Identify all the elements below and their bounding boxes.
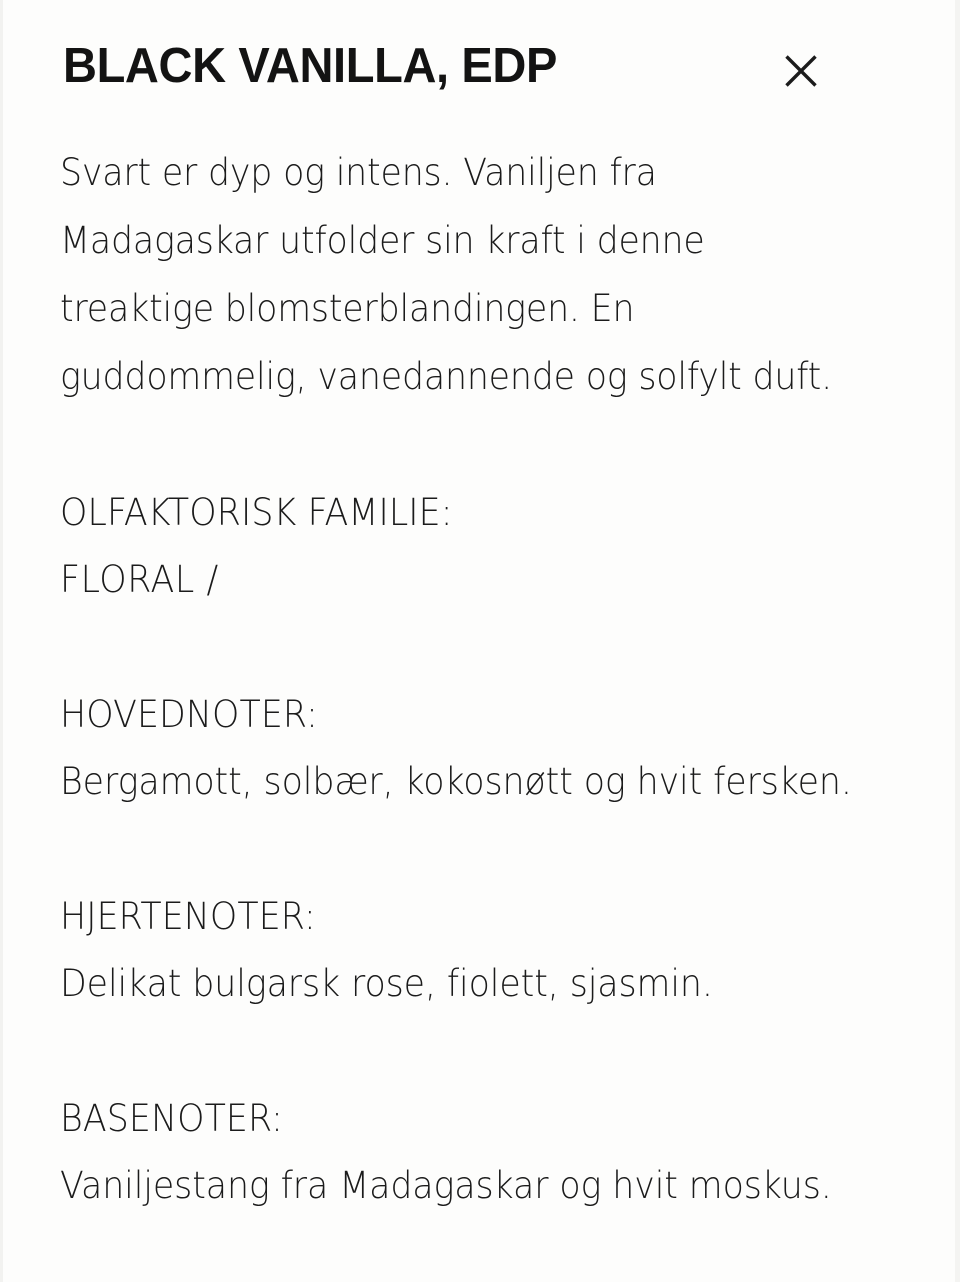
page-title: BLACK VANILLA, EDP bbox=[63, 39, 557, 93]
fragrance-notes-list bbox=[60, 479, 895, 1219]
panel-header bbox=[60, 0, 895, 118]
product-description: Svart er dyp og intens. Vaniljen fra Madagaskar utfolder sin kraft i denne treaktige blomsterblandingen. En guddommelig, vanedannende og solfylt duft. bbox=[60, 151, 832, 398]
section-value: Delikat bulgarsk rose, fiolett, sjasmin. bbox=[60, 962, 713, 1005]
section-heart-notes bbox=[60, 883, 895, 1017]
close-icon bbox=[784, 54, 818, 88]
section-label: HOVEDNOTER: bbox=[60, 693, 318, 736]
close-button[interactable] bbox=[780, 50, 822, 92]
section-label: BASENOTER: bbox=[60, 1097, 283, 1140]
section-base-notes bbox=[60, 1085, 895, 1219]
section-olfactory-family bbox=[60, 479, 895, 613]
section-value: FLORAL / bbox=[60, 558, 219, 601]
section-label: HJERTENOTER: bbox=[60, 895, 316, 938]
section-top-notes bbox=[60, 681, 895, 815]
section-value: Vaniljestang fra Madagaskar og hvit moskus. bbox=[60, 1164, 832, 1207]
section-value: Bergamott, solbær, kokosnøtt og hvit fersken. bbox=[60, 760, 852, 803]
section-label: OLFAKTORISK FAMILIE: bbox=[60, 491, 453, 534]
